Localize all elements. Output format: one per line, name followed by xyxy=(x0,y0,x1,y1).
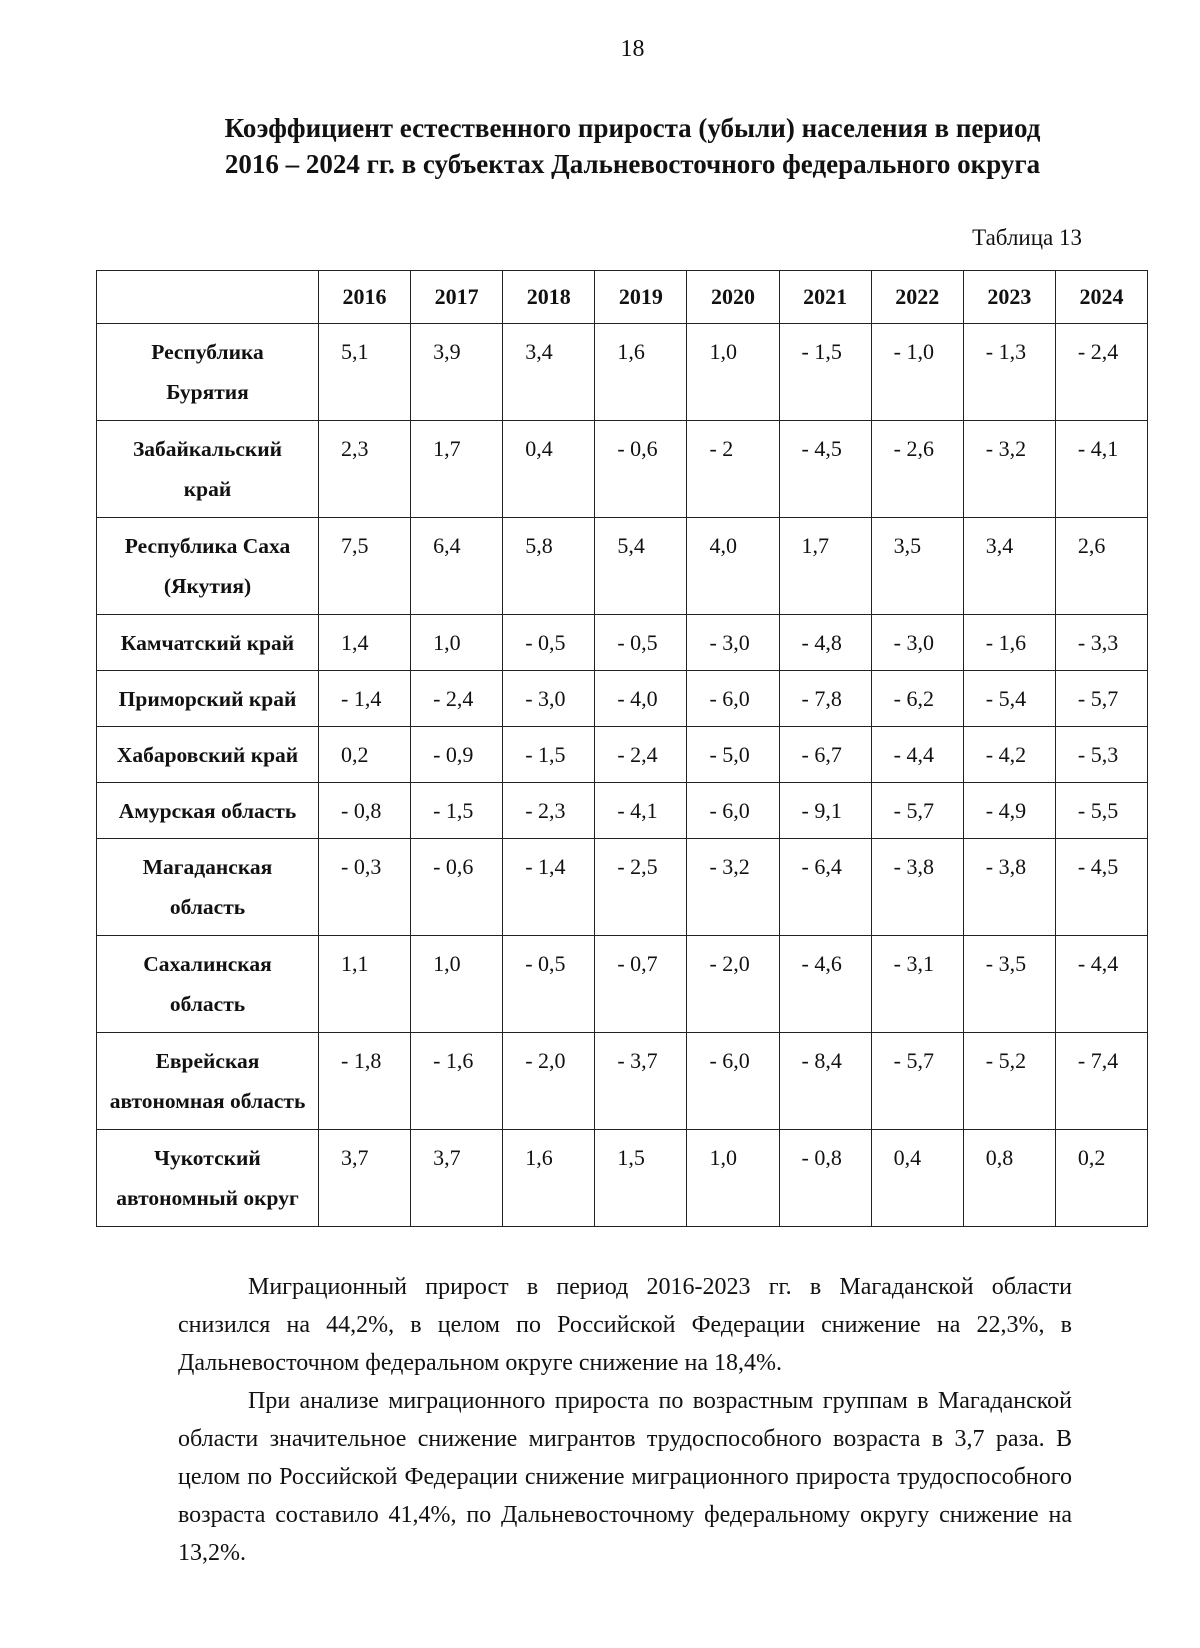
value-cell: - 1,6 xyxy=(963,615,1055,671)
region-cell xyxy=(97,615,319,671)
value-cell: - 5,7 xyxy=(1055,671,1147,727)
value-cell: 1,5 xyxy=(595,1130,687,1227)
value-cell: - 4,2 xyxy=(963,727,1055,783)
value-cell: 1,0 xyxy=(411,936,503,1033)
region-name-line-1: Магаданская xyxy=(142,855,273,879)
value-cell: 1,7 xyxy=(411,421,503,518)
value-cell: - 2,5 xyxy=(595,839,687,936)
region-name-line-1: Приморский край xyxy=(118,687,297,711)
value-cell: - 1,6 xyxy=(411,1033,503,1130)
value-cell: - 0,6 xyxy=(411,839,503,936)
value-cell: - 2 xyxy=(687,421,779,518)
region-name-line-2: край xyxy=(183,477,232,501)
value-cell: - 2,3 xyxy=(503,783,595,839)
year-header: 2016 xyxy=(319,271,411,324)
region-name-line-1: Чукотский xyxy=(154,1146,261,1170)
region-name-line-1: Республика xyxy=(151,340,264,364)
value-cell: - 7,8 xyxy=(779,671,871,727)
value-cell: - 8,4 xyxy=(779,1033,871,1130)
value-cell: - 1,5 xyxy=(779,324,871,421)
region-cell xyxy=(97,1033,319,1130)
value-cell: - 6,0 xyxy=(687,671,779,727)
region-cell xyxy=(97,727,319,783)
value-cell: - 3,8 xyxy=(963,839,1055,936)
value-cell: - 2,0 xyxy=(687,936,779,1033)
value-cell: 0,8 xyxy=(963,1130,1055,1227)
value-cell: - 5,7 xyxy=(871,1033,963,1130)
value-cell: - 6,2 xyxy=(871,671,963,727)
paragraph: Миграционный прирост в период 2016-2023 гг. в Магаданской области снизился на 44,2%, в целом по Российской Федерации снижение на 22,3%, в Дальневосточном федеральном округе снижение на 18,4%. xyxy=(178,1274,1072,1376)
value-cell: 7,5 xyxy=(319,518,411,615)
value-cell: - 1,4 xyxy=(319,671,411,727)
region-cell xyxy=(97,671,319,727)
body-text xyxy=(178,1268,1072,1572)
value-cell: - 4,1 xyxy=(1055,421,1147,518)
table-row xyxy=(97,324,1148,421)
region-name-line-1: Еврейская xyxy=(155,1049,260,1073)
year-header: 2018 xyxy=(503,271,595,324)
year-header: 2017 xyxy=(411,271,503,324)
value-cell: - 5,5 xyxy=(1055,783,1147,839)
value-cell: - 3,3 xyxy=(1055,615,1147,671)
value-cell: - 6,4 xyxy=(779,839,871,936)
year-header: 2022 xyxy=(871,271,963,324)
value-cell: - 2,4 xyxy=(1055,324,1147,421)
value-cell: 1,7 xyxy=(779,518,871,615)
region-name-line-1: Сахалинская xyxy=(143,952,272,976)
value-cell: 3,5 xyxy=(871,518,963,615)
value-cell: - 1,5 xyxy=(411,783,503,839)
value-cell: - 4,5 xyxy=(779,421,871,518)
value-cell: 0,2 xyxy=(1055,1130,1147,1227)
value-cell: - 0,5 xyxy=(503,615,595,671)
value-cell: - 4,1 xyxy=(595,783,687,839)
region-cell xyxy=(97,839,319,936)
value-cell: 1,4 xyxy=(319,615,411,671)
table-row xyxy=(97,936,1148,1033)
region-name-line-2: Бурятия xyxy=(166,380,249,404)
value-cell: - 7,4 xyxy=(1055,1033,1147,1130)
value-cell: - 5,7 xyxy=(871,783,963,839)
table-row xyxy=(97,1033,1148,1130)
value-cell: 0,2 xyxy=(319,727,411,783)
value-cell: 3,7 xyxy=(319,1130,411,1227)
region-name-line-2: область xyxy=(169,992,246,1016)
value-cell: 1,0 xyxy=(411,615,503,671)
value-cell: - 1,3 xyxy=(963,324,1055,421)
value-cell: 5,8 xyxy=(503,518,595,615)
value-cell: 1,6 xyxy=(503,1130,595,1227)
region-name-line-2: автономный округ xyxy=(116,1186,299,1210)
value-cell: - 5,3 xyxy=(1055,727,1147,783)
region-cell xyxy=(97,936,319,1033)
value-cell: - 3,2 xyxy=(963,421,1055,518)
document-title xyxy=(150,110,1115,182)
table-row xyxy=(97,727,1148,783)
value-cell: 3,7 xyxy=(411,1130,503,1227)
region-cell xyxy=(97,1130,319,1227)
value-cell: 6,4 xyxy=(411,518,503,615)
region-name-line-1: Республика Саха xyxy=(124,534,291,558)
value-cell: - 4,6 xyxy=(779,936,871,1033)
year-header: 2019 xyxy=(595,271,687,324)
natural-growth-table xyxy=(96,270,1148,1227)
region-name-line-2: (Якутия) xyxy=(163,574,252,598)
table-row xyxy=(97,1130,1148,1227)
value-cell: - 1,5 xyxy=(503,727,595,783)
value-cell: - 6,0 xyxy=(687,783,779,839)
table-label: Таблица 13 xyxy=(972,225,1082,250)
title-line-1: Коэффициент естественного прироста (убыли) населения в период xyxy=(224,113,1041,143)
value-cell: - 4,0 xyxy=(595,671,687,727)
value-cell: 3,4 xyxy=(503,324,595,421)
value-cell: - 3,5 xyxy=(963,936,1055,1033)
table-row xyxy=(97,839,1148,936)
table-row xyxy=(97,615,1148,671)
value-cell: - 3,1 xyxy=(871,936,963,1033)
region-name-line-1: Забайкальский xyxy=(132,437,283,461)
value-cell: - 9,1 xyxy=(779,783,871,839)
year-header: 2023 xyxy=(963,271,1055,324)
page-number: 18 xyxy=(620,36,645,62)
value-cell: - 4,4 xyxy=(871,727,963,783)
value-cell: 1,1 xyxy=(319,936,411,1033)
value-cell: - 0,5 xyxy=(595,615,687,671)
value-cell: 5,1 xyxy=(319,324,411,421)
value-cell: 3,9 xyxy=(411,324,503,421)
value-cell: - 0,3 xyxy=(319,839,411,936)
value-cell: 1,6 xyxy=(595,324,687,421)
value-cell: - 5,4 xyxy=(963,671,1055,727)
title-line-2: 2016 – 2024 гг. в субъектах Дальневосточного федерального округа xyxy=(224,149,1041,179)
value-cell: - 4,5 xyxy=(1055,839,1147,936)
value-cell: - 1,4 xyxy=(503,839,595,936)
value-cell: - 5,2 xyxy=(963,1033,1055,1130)
value-cell: - 2,0 xyxy=(503,1033,595,1130)
value-cell: - 3,7 xyxy=(595,1033,687,1130)
value-cell: 2,6 xyxy=(1055,518,1147,615)
value-cell: - 4,8 xyxy=(779,615,871,671)
value-cell: - 0,8 xyxy=(779,1130,871,1227)
value-cell: - 5,0 xyxy=(687,727,779,783)
value-cell: 3,4 xyxy=(963,518,1055,615)
value-cell: - 3,2 xyxy=(687,839,779,936)
value-cell: 1,0 xyxy=(687,1130,779,1227)
value-cell: 5,4 xyxy=(595,518,687,615)
year-header: 2024 xyxy=(1055,271,1147,324)
table-row xyxy=(97,518,1148,615)
value-cell: - 3,0 xyxy=(687,615,779,671)
table-header-row xyxy=(97,271,1148,324)
value-cell: - 3,0 xyxy=(871,615,963,671)
value-cell: - 0,8 xyxy=(319,783,411,839)
value-cell: - 0,9 xyxy=(411,727,503,783)
paragraph: При анализе миграционного прироста по возрастным группам в Магаданской области значительное снижение мигрантов трудоспособного возраста в 3,7 раза. В целом по Российской Федерации снижение миграционного прироста трудоспособного возраста составило 41,4%, по Дальневосточному федеральному округу снижение на 13,2%. xyxy=(178,1388,1072,1566)
value-cell: - 0,7 xyxy=(595,936,687,1033)
table-row xyxy=(97,671,1148,727)
value-cell: - 0,5 xyxy=(503,936,595,1033)
value-cell: - 6,0 xyxy=(687,1033,779,1130)
year-header: 2020 xyxy=(687,271,779,324)
table-row xyxy=(97,783,1148,839)
value-cell: 4,0 xyxy=(687,518,779,615)
value-cell: - 0,6 xyxy=(595,421,687,518)
value-cell: 0,4 xyxy=(871,1130,963,1227)
value-cell: - 4,4 xyxy=(1055,936,1147,1033)
value-cell: - 2,6 xyxy=(871,421,963,518)
region-name-line-1: Камчатский край xyxy=(120,631,295,655)
value-cell: - 2,4 xyxy=(411,671,503,727)
corner-cell xyxy=(97,271,319,324)
value-cell: 0,4 xyxy=(503,421,595,518)
year-header: 2021 xyxy=(779,271,871,324)
region-name-line-2: автономная область xyxy=(109,1089,306,1113)
region-cell xyxy=(97,783,319,839)
region-cell xyxy=(97,324,319,421)
value-cell: - 4,9 xyxy=(963,783,1055,839)
value-cell: - 3,8 xyxy=(871,839,963,936)
value-cell: - 1,8 xyxy=(319,1033,411,1130)
region-name-line-2: область xyxy=(169,895,246,919)
region-cell xyxy=(97,421,319,518)
table-row xyxy=(97,421,1148,518)
value-cell: 2,3 xyxy=(319,421,411,518)
region-name-line-1: Хабаровский край xyxy=(116,743,299,767)
value-cell: 1,0 xyxy=(687,324,779,421)
value-cell: - 6,7 xyxy=(779,727,871,783)
region-cell xyxy=(97,518,319,615)
region-name-line-1: Амурская область xyxy=(118,799,297,823)
value-cell: - 1,0 xyxy=(871,324,963,421)
value-cell: - 2,4 xyxy=(595,727,687,783)
value-cell: - 3,0 xyxy=(503,671,595,727)
